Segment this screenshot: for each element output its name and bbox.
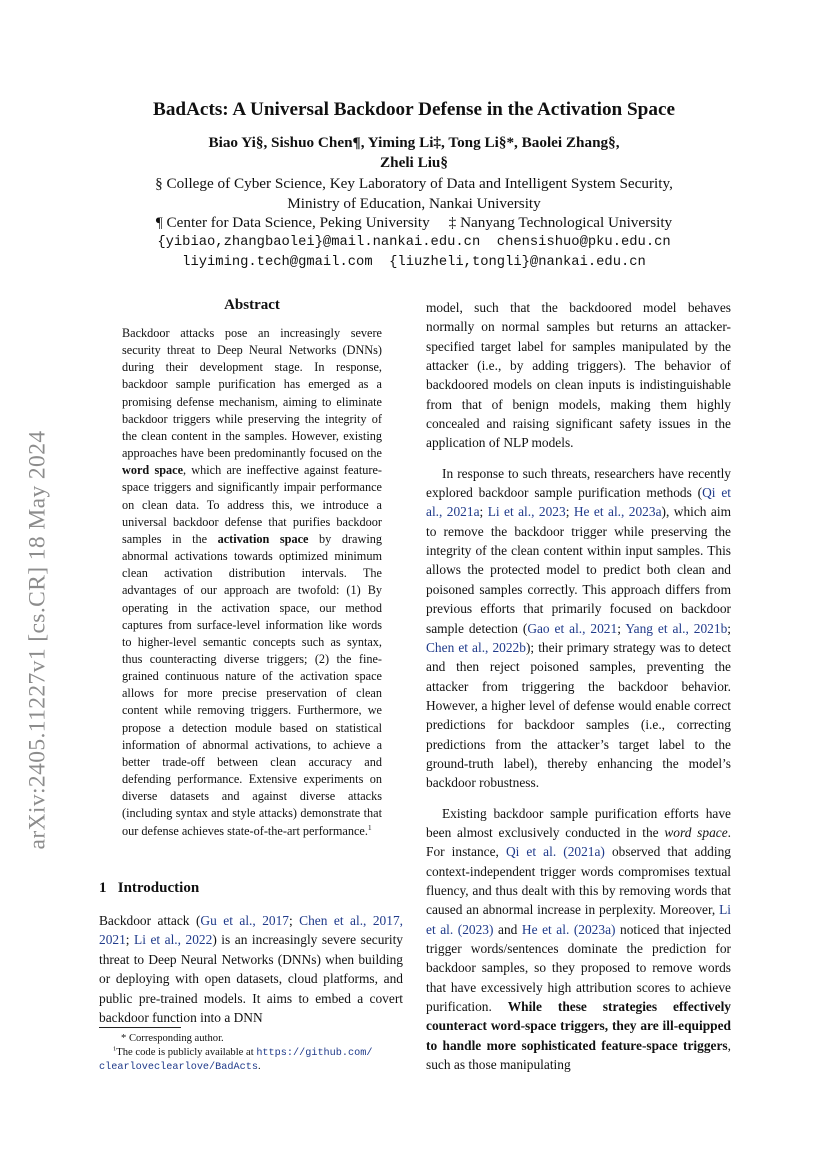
right-column [426,298,731,1085]
emphasis-word-space: word space [664,824,728,840]
citation-link[interactable]: Gu et al., 2017 [200,913,289,928]
authors-line-1: Biao Yi§, Sishuo Chen¶, Yiming Li‡, Tong Li§*, Baolei Zhang§, [208,134,620,151]
affiliation-1-line-1: § College of Cyber Science, Key Laboratory of Data and Intelligent System Security, [155,175,673,192]
affiliation-2: ¶ Center for Data Science, Peking University ‡ Nanyang Technological University [155,214,673,231]
code-url-link-cont[interactable]: clearloveclearlove/BadActs [99,1062,258,1073]
author-list [0,133,828,173]
citation-link[interactable]: Qi et al., 2021a [426,485,731,520]
abstract-heading: Abstract [224,297,280,313]
paragraph-2: In response to such threats, researchers have recently explored backdoor sample purification methods (Qi et al., 2021a; Li et al., 2023; He et al., 2023a), which aim to remove the backdoor trigger while preserving the integrity of the clean content within input samples. This allows the protected model to predict both clean and poisoned samples correctly. This approach differs from previous efforts that primarily focused on backdoor sample detection (Gao et al., 2021; Yang et al., 2021b; Chen et al., 2022b); their primary strategy was to detect and then reject poisoned samples, preventing the attacker from triggering the backdoor behavior. However, a higher level of defense would enable correct predictions for backdoor samples (i.e., correcting predictions from the attacker’s target label to the ground-truth label), thereby enhancing the model’s backdoor robustness. [426,465,732,791]
emails-line-2: liyiming.tech@gmail.com {liuzheli,tongli}@nankai.edu.cn [182,255,646,270]
bold-claim: While these strategies effectively counteract word-space triggers, they are ill-equipped to handle more sophisticated feature-space triggers [426,999,731,1053]
citation-link[interactable]: Yang et al., 2021b [625,620,728,636]
paragraph-3: Existing backdoor sample purification efforts have been almost exclusively conducted in the word space. For instance, Qi et al. (2021a) observed that adding context-independent trigger words compromises textual fluency, and thus dealt with this by removing words that caused an abnormal increase in perplexity. Moreover, Li et al. (2023) and He et al. (2023a) noticed that injected trigger words/sentences dominate the prediction for backdoor samples, so they proposed to remove words that have excessively high attribution scores to achieve purification. While these strategies effectively counteract word-space triggers, they are ill-equipped to handle more sophisticated feature-space triggers, such as those manipulating [426,805,732,1073]
citation-link[interactable]: Li et al., 2022 [134,932,213,948]
citation-link[interactable]: Qi et al. (2021a) [505,844,605,860]
affiliation-1 [0,174,828,213]
footnote-code-cont: clearloveclearlove/BadActs. [99,1061,261,1073]
arxiv-identifier: arXiv:2405.11227v1 [cs.CR] 18 May 2024 [24,430,51,850]
citation-link[interactable]: He et al., 2023a [573,504,662,520]
footnote-marker: 1 [367,822,372,832]
footnote-corresponding: * Corresponding author. [121,1033,224,1044]
paper-title: BadActs: A Universal Backdoor Defense in the Activation Space [153,99,675,120]
citation-link[interactable]: Li et al., 2023 [487,504,566,520]
citation-link[interactable]: Gao et al., 2021 [527,620,618,636]
paragraph-1: model, such that the backdoored model behaves normally on normal samples but returns an attacker-specified target label for samples manipulated by the attacker (i.e., by adding triggers). The behavior of backdoored models on clean inputs is indistinguishable from that of benign models, making them highly concealed and raising significant safety issues in the application of NLP models. [426,300,731,451]
code-url-link[interactable]: https://github.com/ [256,1048,373,1059]
affiliation-1-line-2: Ministry of Education, Nankai University [287,194,541,212]
citation-link[interactable]: Chen et al., 2017, 2021 [99,913,403,948]
bold-term-word-space: word space [122,463,184,478]
citation-link[interactable]: He et al. (2023a) [521,921,616,937]
section-heading-introduction: 1 Introduction [99,880,200,896]
citation-link[interactable]: Chen et al., 2022b [426,639,526,655]
footnote-code: $^1$The code is publicly available at https://github.com/ [113,1045,373,1059]
introduction-paragraph: Backdoor attack (Gu et al., 2017; Chen et al., 2017, 2021; Li et al., 2022) is an increasingly severe security threat to Deep Neural Networks (DNNs) when building or deploying with open datasets, cloud platforms, and public pre-trained models. It aims to embed a covert backdoor function into a DNN [99,913,403,1026]
emails-line-1: {yibiao,zhangbaolei}@mail.nankai.edu.cn chensishuo@pku.edu.cn [157,235,671,250]
abstract-body: Backdoor attacks pose an increasingly severe security threat to Deep Neural Networks (DNNs) during their development stage. In response, backdoor sample purification has emerged as a promising defense mechanism, aiming to eliminate backdoor triggers while preserving the integrity of the clean content in the samples. However, existing approaches have been predominantly focused on the word space, which are ineffective against feature-space triggers and significantly impair performance on clean data. To address this, we introduce a universal backdoor defense that purifies backdoor samples in the activation space by drawing abnormal activations towards optimized minimum clean activation distribution intervals. The advantages of our approach are twofold: (1) By operating in the activation space, our method captures from surface-level information like words to higher-level semantic concepts such as syntax, thus counteracting diverse triggers; (2) the fine-grained continuous nature of the activation space allows for more precise preservation of clean content while removing triggers. Furthermore, we propose a detection module based on statistical information of abnormal activations, to achieve a better trade-off between clean accuracy and defending performance. Extensive experiments on diverse datasets and against diverse attacks (including syntax and style attacks) demonstrate that our defense achieves state-of-the-art performance.$^1$ [122,326,382,838]
footnote-divider [99,1027,181,1028]
citation-link[interactable]: Li et al. (2023) [426,902,731,937]
bold-term-activation-space: activation space [217,531,309,546]
authors-line-2: Zheli Liu§ [380,154,448,171]
